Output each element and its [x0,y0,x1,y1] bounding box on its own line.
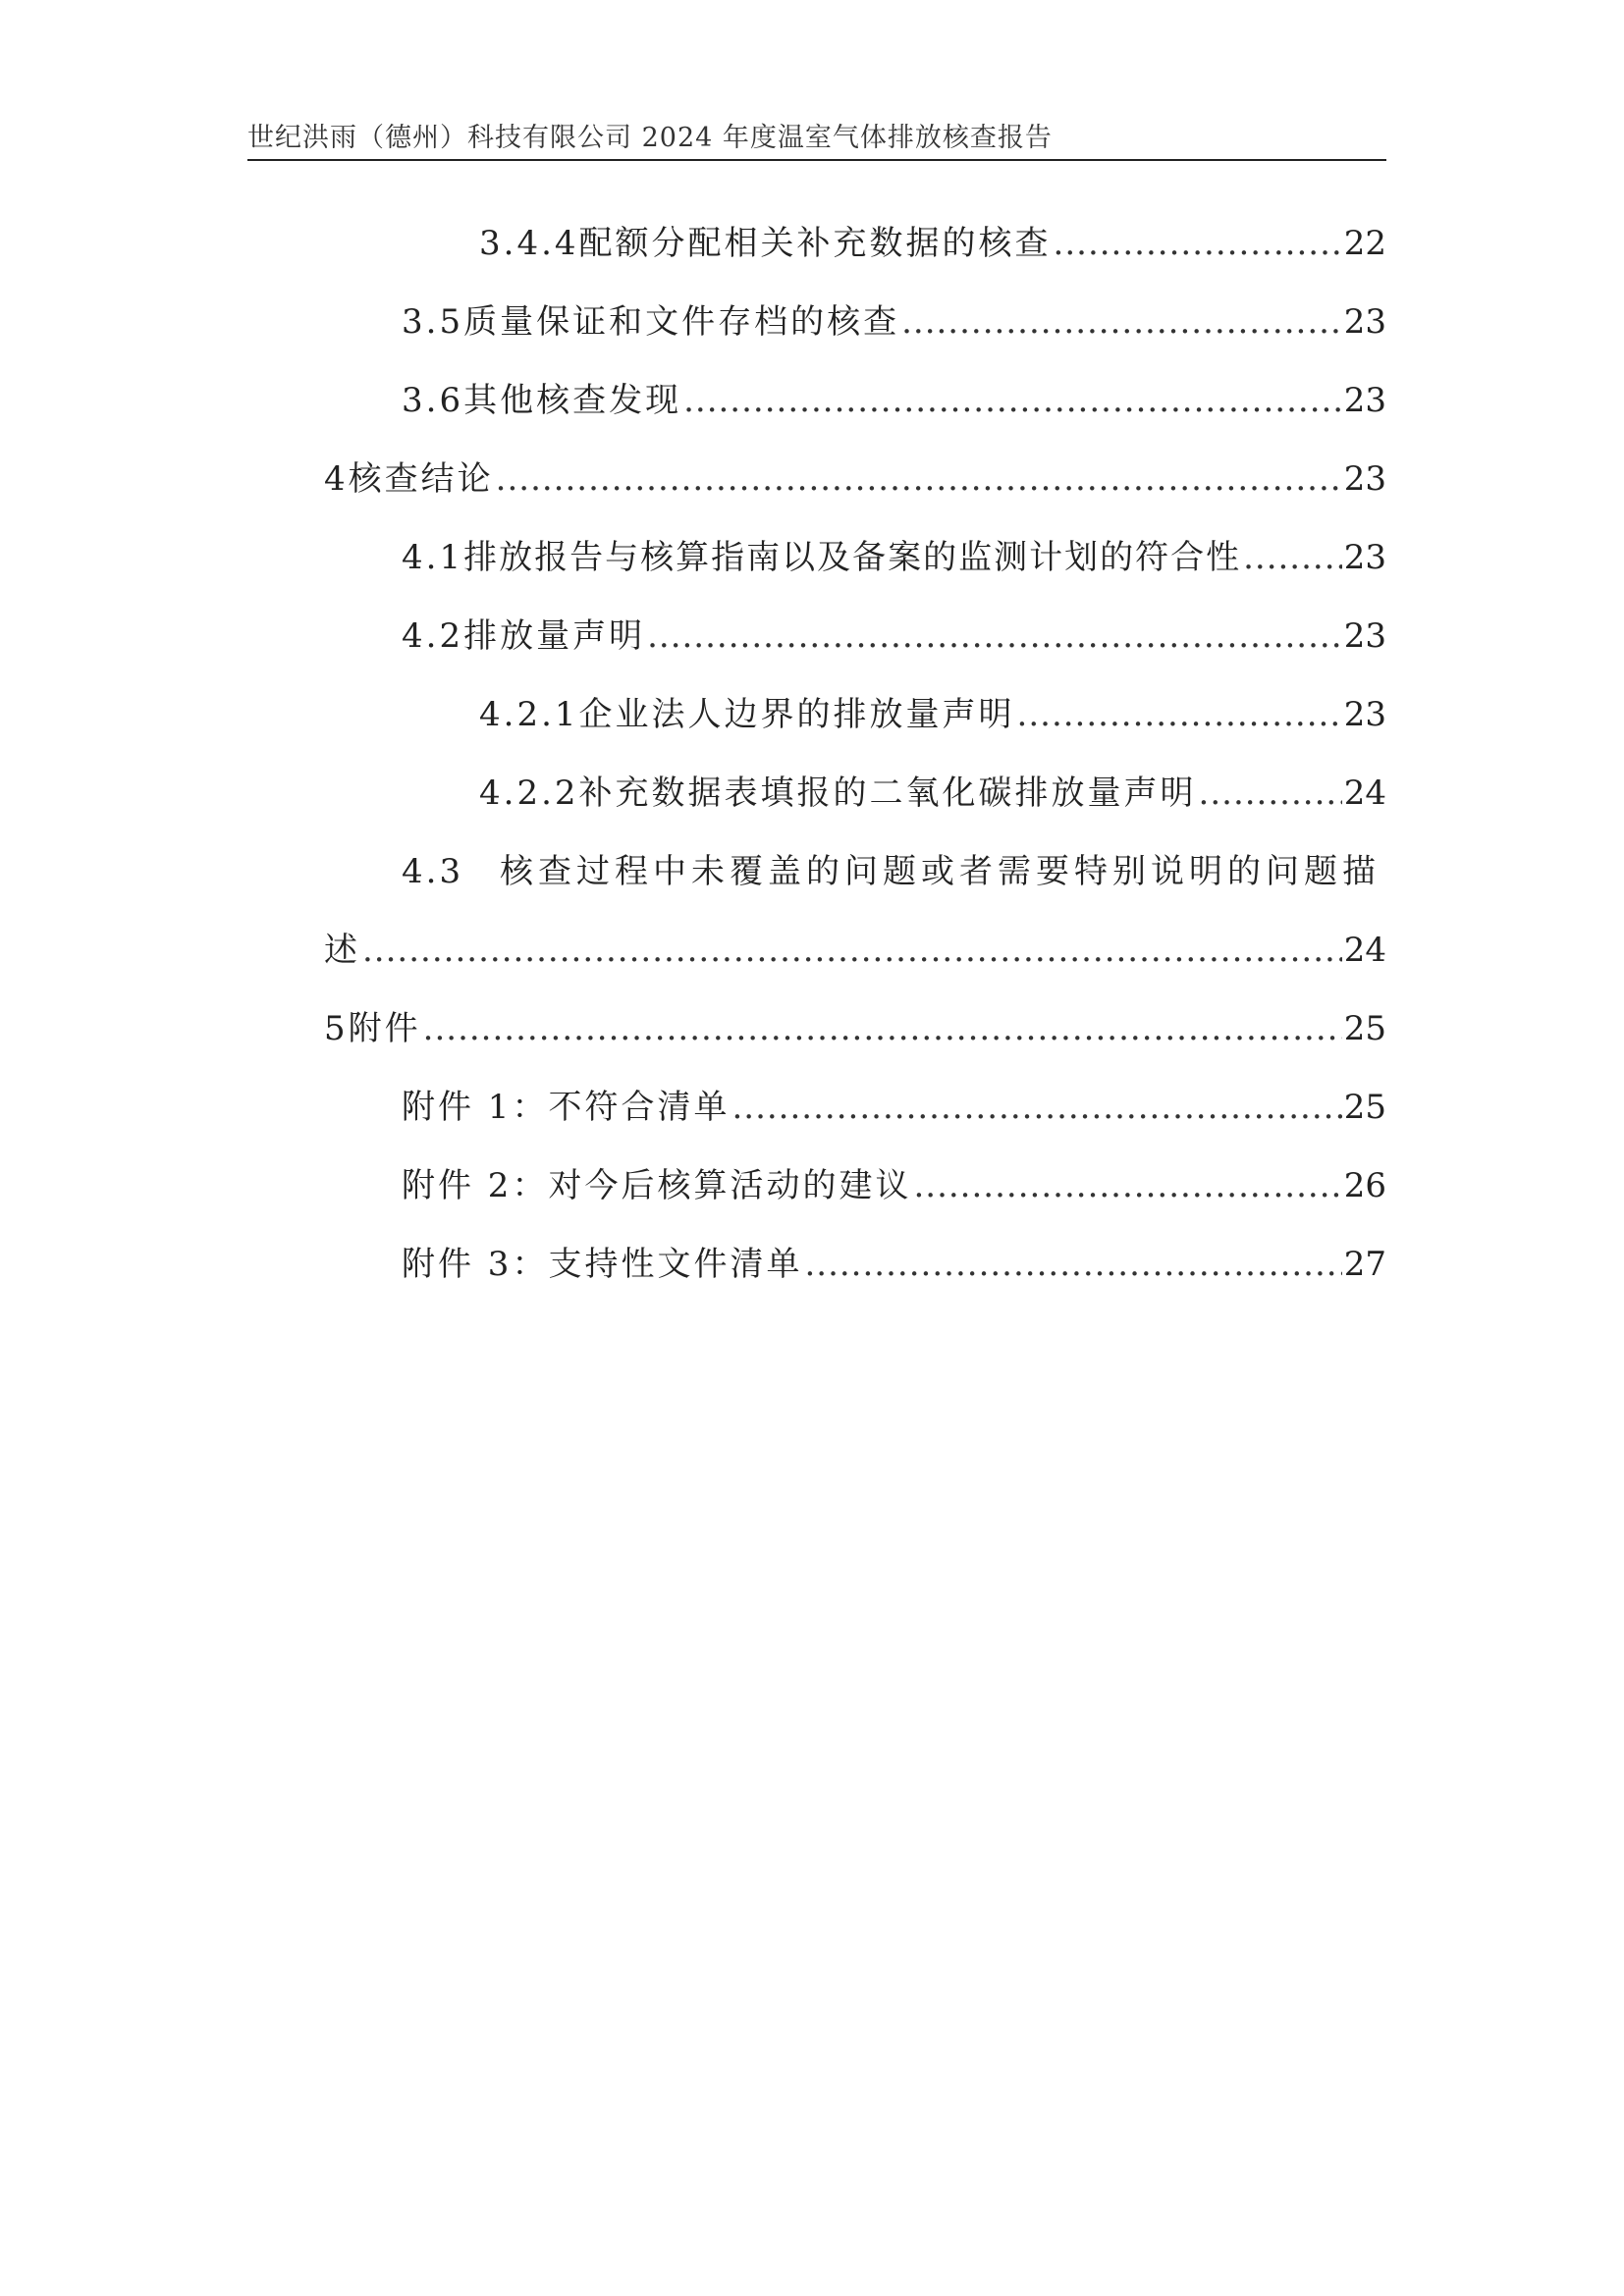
toc-title: 附件 2：对今后核算活动的建议 [402,1166,912,1205]
toc-leader [647,616,1342,656]
toc-number: 4.2.2 [479,774,579,813]
toc-page: 23 [1343,616,1386,656]
toc-number: 5 [324,1009,349,1048]
toc-entry-3-6[interactable] [402,371,1386,420]
toc-entry-5[interactable] [324,999,1386,1048]
running-header: 世纪洪雨（德州）科技有限公司 2024 年度温室气体排放核查报告 [247,123,1053,153]
toc-entry-4-1[interactable] [402,528,1386,577]
toc-entry-4[interactable] [324,450,1386,499]
toc-leader [1199,774,1342,813]
toc-leader [1243,538,1342,577]
toc-title: 排放量声明 [463,616,646,656]
toc-title: 附件 [348,1009,421,1048]
toc-entry-appendix-1[interactable] [402,1078,1386,1127]
toc-entry-4-3[interactable] [402,842,1386,891]
toc-number: 4.2 [402,616,464,656]
toc-number: 4.2.1 [479,695,579,734]
toc-page: 23 [1343,459,1386,499]
toc-leader [1017,695,1342,734]
toc-page: 23 [1343,381,1386,420]
toc-leader [804,1245,1341,1284]
toc-page: 27 [1343,1245,1386,1284]
toc-page: 24 [1343,774,1386,813]
toc-number: 4 [324,459,349,499]
toc-title: 核查过程中未覆盖的问题或者需要特别说明的问题描 [500,852,1380,891]
toc-page: 22 [1343,224,1386,263]
toc-entry-4-3-continued[interactable] [324,921,1386,970]
toc-leader [1054,224,1342,263]
toc-number: 3.4.4 [479,224,579,263]
toc-leader [683,381,1342,420]
toc-entry-3-4-4[interactable] [479,214,1386,263]
toc-page: 23 [1343,302,1386,342]
toc-title: 质量保证和文件存档的核查 [463,302,900,342]
toc-leader [901,302,1342,342]
toc-leader [731,1088,1341,1127]
toc-title: 排放报告与核算指南以及备案的监测计划的符合性 [463,538,1242,577]
toc-number: 4.1 [402,538,464,577]
toc-page: 23 [1343,538,1386,577]
toc-number: 3.6 [402,381,464,420]
toc-page: 24 [1343,931,1386,970]
toc-entry-appendix-3[interactable] [402,1235,1386,1284]
toc-page: 25 [1343,1088,1386,1127]
toc-title-continued: 述 [324,931,360,970]
toc-leader [423,1009,1342,1048]
toc-title: 其他核查发现 [463,381,682,420]
toc-leader [496,459,1342,499]
toc-title: 企业法人边界的排放量声明 [578,695,1015,734]
toc-leader [362,931,1342,970]
toc-title: 核查结论 [348,459,494,499]
toc-title: 补充数据表填报的二氧化碳排放量声明 [578,774,1197,813]
toc-number: 3.5 [402,302,464,342]
toc-page: 26 [1343,1166,1386,1205]
toc-entry-3-5[interactable] [402,293,1386,342]
toc-page: 23 [1343,695,1386,734]
toc-page: 25 [1343,1009,1386,1048]
toc-title: 附件 1：不符合清单 [402,1088,731,1127]
toc-title: 附件 3：支持性文件清单 [402,1245,803,1284]
toc-entry-4-2-2[interactable] [479,764,1386,813]
toc-entry-4-2-1[interactable] [479,685,1386,734]
toc-entry-4-2[interactable] [402,607,1386,656]
toc-title: 配额分配相关补充数据的核查 [578,224,1052,263]
toc-leader [913,1166,1341,1205]
toc-number: 4.3 [402,852,464,891]
toc-entry-appendix-2[interactable] [402,1156,1386,1205]
